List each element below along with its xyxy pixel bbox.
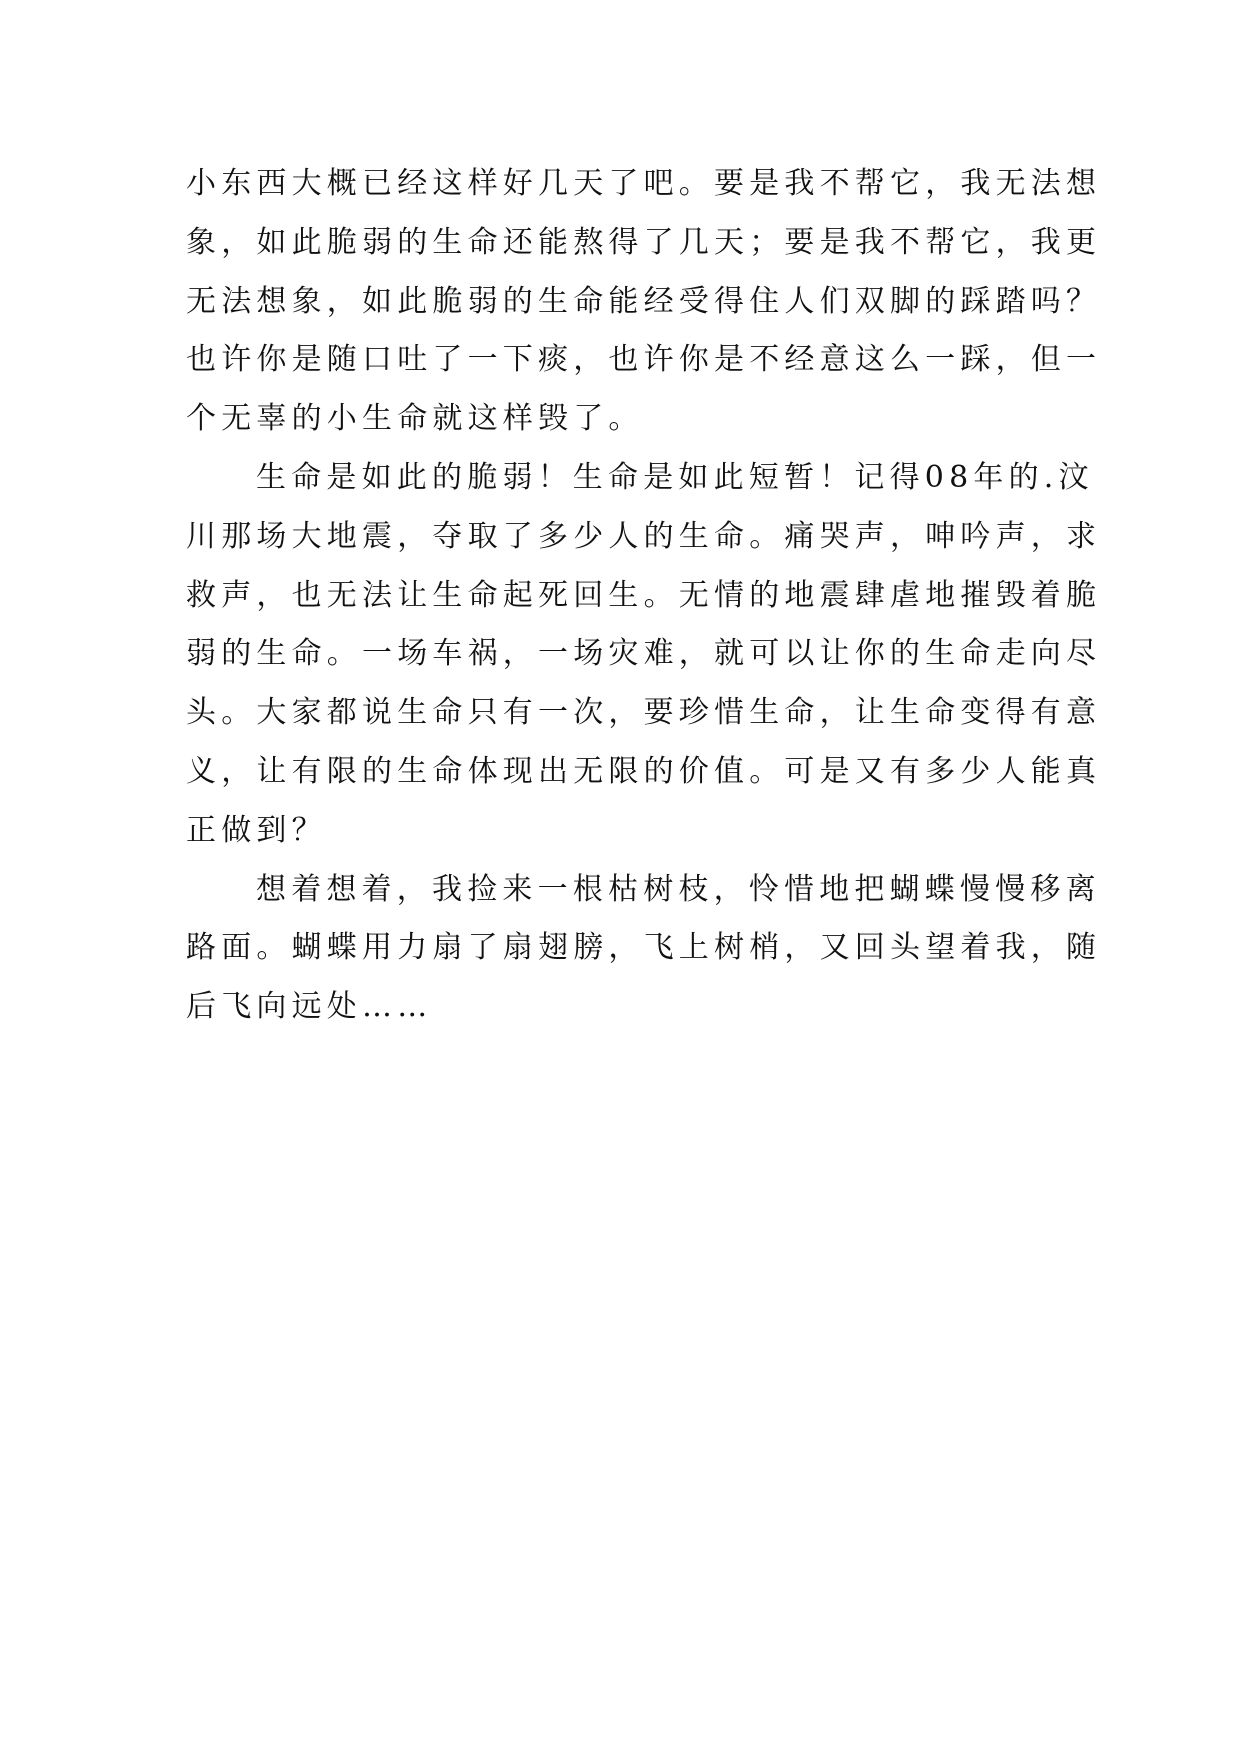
text-line-first: 生命是如此的脆弱！生命是如此短暂！记得08年的.汶: [256, 459, 1094, 495]
text-line: 弱的生命。一场车祸，一场灾难，就可以让你的生命走向尽: [186, 636, 1102, 672]
text-line: 川那场大地震，夺取了多少人的生命。痛哭声，呻吟声，求: [186, 518, 1102, 554]
text-line: 头。大家都说生命只有一次，要珍惜生命，让生命变得有意: [186, 695, 1102, 731]
text-line: 无法想象，如此脆弱的生命能经受得住人们双脚的踩踏吗？: [186, 283, 1102, 319]
text-line: 个无辜的小生命就这样毁了。: [186, 401, 644, 437]
paragraph-1: [186, 155, 1102, 449]
paragraph-3: [186, 861, 1102, 1037]
text-line: 象，如此脆弱的生命还能熬得了几天；要是我不帮它，我更: [186, 224, 1102, 260]
paragraph-2: [186, 449, 1102, 861]
text-line: 路面。蝴蝶用力扇了扇翅膀，飞上树梢，又回头望着我，随: [186, 930, 1102, 966]
text-line: 救声，也无法让生命起死回生。无情的地震肆虐地摧毁着脆: [186, 577, 1102, 613]
document-body: [186, 155, 1102, 1037]
text-line: 义，让有限的生命体现出无限的价值。可是又有多少人能真: [186, 753, 1102, 789]
text-line-first: 想着想着，我捡来一根枯树枝，怜惜地把蝴蝶慢慢移离: [256, 871, 1101, 907]
text-line: 正做到？: [186, 812, 327, 848]
text-line: 后飞向远处……: [186, 989, 433, 1025]
text-line: 小东西大概已经这样好几天了吧。要是我不帮它，我无法想: [186, 166, 1102, 201]
text-line: 也许你是随口吐了一下痰，也许你是不经意这么一踩，但一: [186, 342, 1102, 378]
